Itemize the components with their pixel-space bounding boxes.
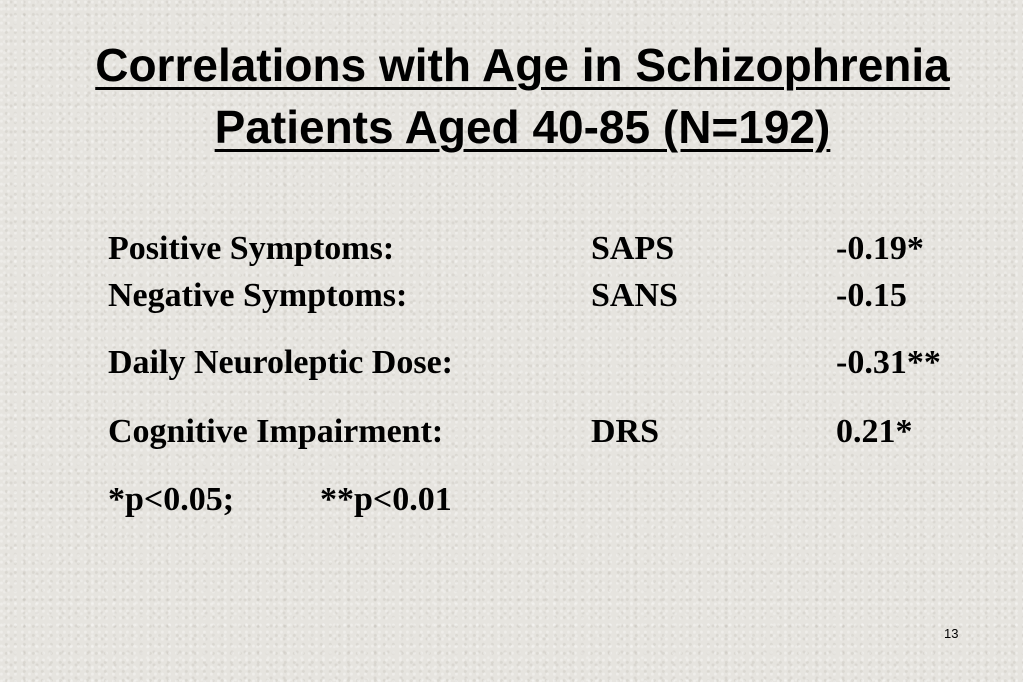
row-value-negative-symptoms: -0.15 — [836, 277, 907, 314]
title-line-2: Patients Aged 40-85 (N=192) — [214, 101, 831, 153]
row-label-cognitive-impairment: Cognitive Impairment: — [108, 413, 444, 450]
row-value-cognitive-impairment: 0.21* — [836, 413, 913, 450]
slide-title — [0, 34, 1023, 158]
title-line-1: Correlations with Age in Schizophrenia — [95, 39, 950, 91]
row-scale-sans: SANS — [591, 277, 678, 314]
row-label-positive-symptoms: Positive Symptoms: — [108, 230, 395, 267]
row-label-negative-symptoms: Negative Symptoms: — [108, 277, 408, 314]
footnote-p001: **p<0.01 — [320, 481, 452, 518]
row-scale-saps: SAPS — [591, 230, 675, 267]
row-value-daily-neuroleptic-dose: -0.31** — [836, 344, 941, 381]
row-value-positive-symptoms: -0.19* — [836, 230, 924, 267]
page-number: 13 — [944, 626, 959, 641]
footnote-p005: *p<0.05; — [108, 481, 235, 518]
row-scale-drs: DRS — [591, 413, 660, 450]
row-label-daily-neuroleptic-dose: Daily Neuroleptic Dose: — [108, 344, 453, 381]
